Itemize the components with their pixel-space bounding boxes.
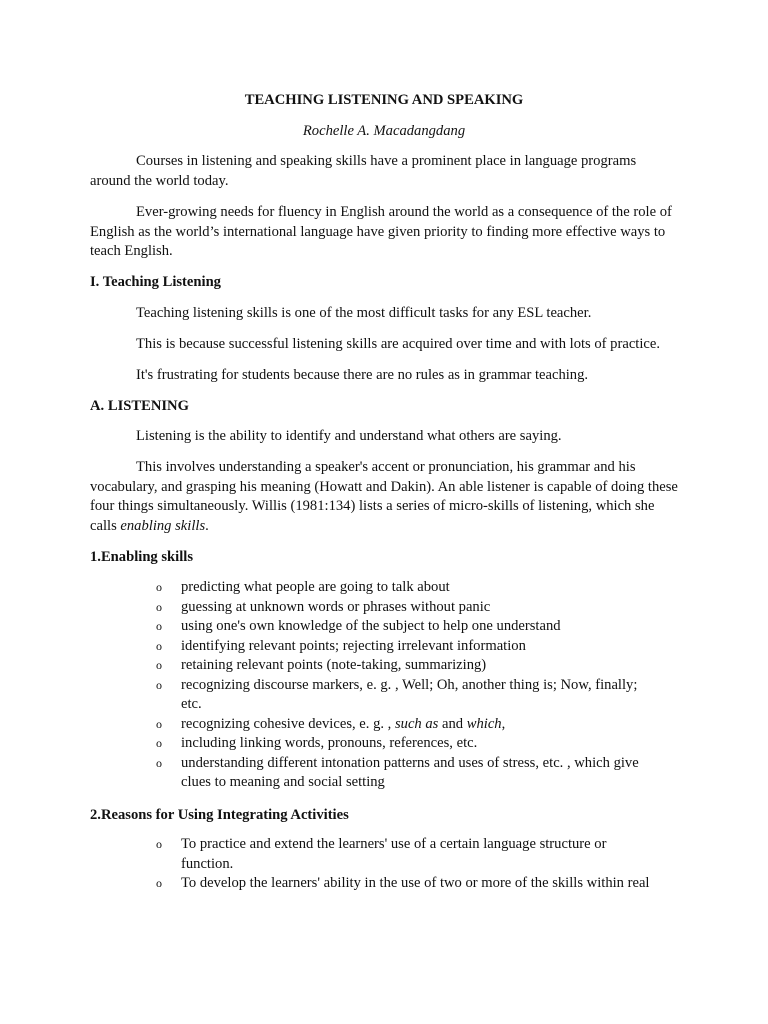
list-item-text: including linking words, pronouns, references, etc. bbox=[181, 735, 478, 751]
circle-bullet-icon: o bbox=[156, 736, 162, 750]
circle-bullet-icon: o bbox=[156, 619, 162, 633]
enabling-skills-emphasis: enabling skills bbox=[120, 517, 206, 534]
teaching-listening-line-2: This is because successful listening skills are acquired over time and with lots of practice. bbox=[136, 336, 661, 352]
list-item-text bbox=[181, 716, 505, 732]
list-item bbox=[156, 656, 676, 676]
section-heading-enabling-skills: 1.Enabling skills bbox=[90, 549, 194, 565]
section-heading-teaching-listening: I. Teaching Listening bbox=[90, 274, 221, 290]
list-item bbox=[156, 617, 676, 637]
section-heading-reasons: 2.Reasons for Using Integrating Activities bbox=[90, 807, 349, 823]
list-item bbox=[156, 715, 676, 735]
list-item bbox=[156, 734, 676, 754]
such-as-emphasis: such as bbox=[394, 715, 439, 732]
list-item-text: To develop the learners' ability in the use of two or more of the skills within real bbox=[181, 875, 650, 891]
intro-paragraph-2: Ever-growing needs for fluency in English around the world as a consequence of the role of English as the world’s international language have given priority to finding more effective ways to teach English. bbox=[90, 204, 672, 259]
circle-bullet-icon: o bbox=[156, 755, 162, 770]
list-item bbox=[156, 835, 636, 874]
circle-bullet-icon: o bbox=[156, 658, 162, 672]
list-item-text: understanding different intonation patterns and uses of stress, etc. , which give clues to meaning and social setting bbox=[181, 754, 639, 790]
list-item-text: identifying relevant points; rejecting irrelevant information bbox=[181, 637, 526, 654]
circle-bullet-icon: o bbox=[156, 677, 162, 692]
comma-text: , bbox=[501, 715, 506, 732]
enabling-skills-list bbox=[156, 578, 676, 793]
list-item-text: predicting what people are going to talk about bbox=[181, 579, 450, 595]
list-item-text: guessing at unknown words or phrases without panic bbox=[181, 598, 491, 615]
list-item bbox=[156, 874, 676, 894]
list-item bbox=[156, 637, 676, 657]
circle-bullet-icon: o bbox=[156, 638, 162, 653]
intro-paragraph-1: Courses in listening and speaking skills have a prominent place in language programs around the world today. bbox=[90, 153, 637, 189]
circle-bullet-icon: o bbox=[156, 580, 162, 594]
list-item bbox=[156, 598, 676, 618]
document-author: Rochelle A. Macadangdang bbox=[302, 123, 466, 139]
teaching-listening-line-3: It's frustrating for students because there are no rules as in grammar teaching. bbox=[136, 367, 589, 383]
list-item bbox=[156, 754, 651, 793]
listening-paragraph bbox=[90, 458, 680, 536]
listening-paragraph-end: . bbox=[205, 517, 209, 534]
list-item-text: To practice and extend the learners' use of a certain language structure or function. bbox=[181, 836, 607, 872]
circle-bullet-icon: o bbox=[156, 599, 162, 614]
listening-definition: Listening is the ability to identify and understand what others are saying. bbox=[136, 428, 562, 444]
document-title: TEACHING LISTENING AND SPEAKING bbox=[244, 92, 524, 108]
list-item-text: recognizing discourse markers, e. g. , Well; Oh, another thing is; Now, finally; etc. bbox=[181, 676, 638, 712]
circle-bullet-icon: o bbox=[156, 837, 162, 851]
list-item bbox=[156, 676, 651, 715]
which-emphasis: which bbox=[466, 715, 502, 732]
list-item-text: using one's own knowledge of the subject to help one understand bbox=[181, 618, 561, 634]
and-text: and bbox=[438, 715, 467, 732]
list-item-text: retaining relevant points (note-taking, summarizing) bbox=[181, 657, 487, 673]
listening-paragraph-text: This involves understanding a speaker's accent or pronunciation, his grammar and his vocabulary, and grasping his meaning (Howatt and Dakin). An able listener is capable of doing these four things simultaneously. Willis (1981:134) lists a series of micro-skills of listening, which she calls bbox=[90, 459, 678, 534]
cohesive-devices-text: recognizing cohesive devices, e. g. , bbox=[181, 715, 395, 732]
list-item bbox=[156, 578, 676, 598]
teaching-listening-line-1: Teaching listening skills is one of the most difficult tasks for any ESL teacher. bbox=[136, 305, 592, 321]
circle-bullet-icon: o bbox=[156, 876, 162, 890]
section-heading-listening: A. LISTENING bbox=[90, 398, 189, 414]
reasons-list bbox=[156, 835, 676, 894]
circle-bullet-icon: o bbox=[156, 716, 162, 731]
